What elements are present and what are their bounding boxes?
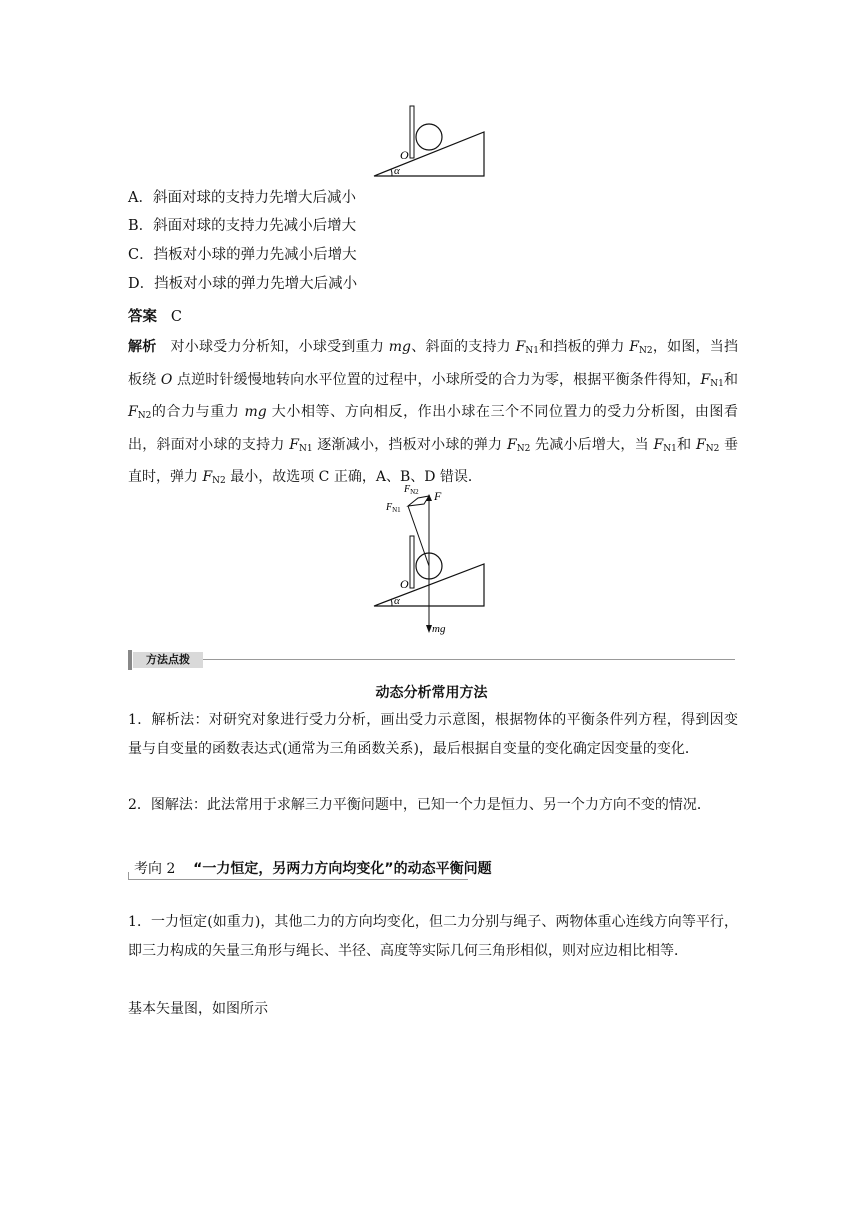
method-title: 动态分析常用方法	[375, 685, 488, 701]
board	[410, 106, 414, 158]
board-2	[410, 536, 414, 588]
answer-line	[128, 307, 182, 327]
kaoxiang-title: “一力恒定，另两力方向均变化”的动态平衡问题	[193, 861, 492, 877]
method-item-1: 1．解析法：对研究对象进行受力分析，画出受力示意图，根据物体的平衡条件列方程，得到因变量与自变量的函数表达式(通常为三角函数关系)，最后根据自变量的变化确定因变量的变化．	[128, 712, 738, 757]
section-rule	[203, 659, 735, 660]
resultant-arrowhead	[426, 494, 432, 501]
analysis-label: 解析	[128, 339, 157, 355]
ball	[416, 124, 442, 150]
label-mg: mg	[432, 623, 446, 635]
option-c: C．挡板对小球的弹力先减小后增大	[128, 247, 357, 263]
label-FN1: $F_{N1}$	[386, 502, 401, 514]
kaoxiang-label: 考向 2	[134, 861, 176, 877]
force-analysis-figure	[370, 480, 495, 640]
analysis-paragraph: 解析 对小球受力分析知，小球受到重力 mg、斜面的支持力 $F_{N1}$和挡板的弹力 $F_{N2}$，如图，当挡板绕 O 点逆时针缓慢地转向水平位置的过程中，小球所受的合力为零，根据平衡条件得知，$F_{N1}$和 $F_{N2}$的合力与重力 mg 大小相等、方向相反，作出小球在三个不同位置力的受力分析图，由图看出，斜面对小球的支持力 $F_{N1}$ 逐渐减小，挡板对小球的弹力 $F_{N2}$ 先减小后增大，当 $F_{N1}$和 $F_{N2}$ 垂直时，弹力 $F_{N2}$ 最小，故选项 C 正确，A、B、D 错误．	[128, 339, 739, 486]
body-item-1: 1．一力恒定(如重力)，其他二力的方向均变化，但二力分别与绳子、两物体重心连线方向等平行，即三力构成的矢量三角形与绳长、半径、高度等实际几何三角形相似，则对应边相比相等．	[128, 914, 738, 959]
incline-figure-1	[370, 100, 490, 180]
option-a: A．斜面对球的支持力先增大后减小	[128, 190, 356, 206]
kaoxiang-rule-tick	[128, 872, 129, 880]
option-b: B．斜面对球的支持力先减小后增大	[128, 218, 357, 234]
method-tag: 方法点拨	[133, 652, 203, 668]
section-tag-edge	[128, 650, 132, 670]
label-O-2: O	[400, 577, 409, 591]
label-alpha-2: α	[394, 595, 400, 607]
body-caption: 基本矢量图，如图所示	[128, 1001, 268, 1017]
label-O: O	[400, 148, 409, 162]
force-triangle	[408, 496, 429, 506]
kaoxiang-rule	[128, 879, 468, 880]
angle-arc-2	[391, 599, 392, 606]
angle-arc	[391, 169, 392, 176]
label-F: F	[434, 489, 442, 503]
option-d: D．挡板对小球的弹力先增大后减小	[128, 276, 358, 292]
label-alpha: α	[394, 165, 400, 177]
label-FN2: $F_{N2}$	[404, 484, 419, 496]
method-item-2: 2．图解法：此法常用于求解三力平衡问题中，已知一个力是恒力、另一个力方向不变的情况．	[128, 797, 711, 813]
answer-label: 答案	[128, 309, 157, 325]
kaoxiang-heading	[134, 858, 492, 878]
answer-value: C	[170, 309, 182, 325]
